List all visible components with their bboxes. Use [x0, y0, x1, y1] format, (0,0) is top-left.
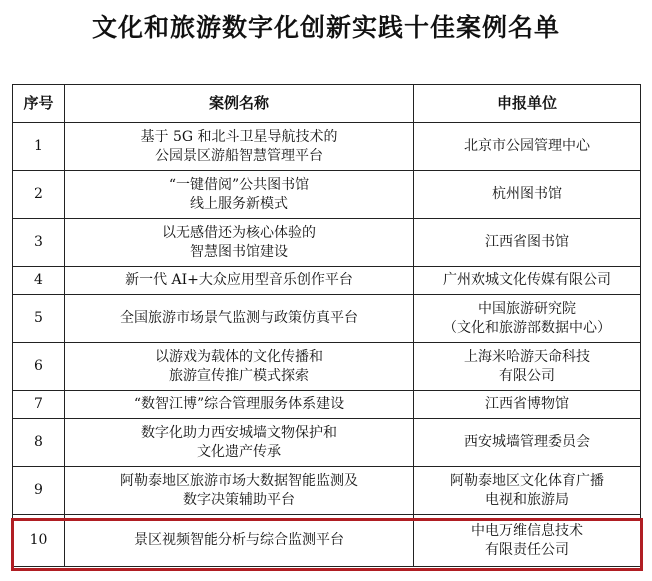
row-unit — [414, 391, 641, 419]
unit-line: 上海米哈游天命科技 — [464, 348, 590, 365]
unit-line: （文化和旅游部数据中心） — [443, 319, 611, 336]
unit-line: 江西省图书馆 — [485, 234, 569, 250]
case-name-line: 以无感借还为核心体验的 — [162, 224, 316, 241]
case-name-line: 数字决策辅助平台 — [183, 491, 295, 508]
row-unit — [414, 123, 641, 171]
unit-line: 江西省博物馆 — [485, 396, 569, 412]
row-no: 4 — [13, 267, 65, 295]
row-unit — [414, 515, 641, 567]
unit-line: 电视和旅游局 — [485, 491, 569, 508]
row-case-name — [65, 295, 414, 343]
header-unit: 申报单位 — [414, 85, 641, 123]
unit-line: 阿勒泰地区文化体育广播 — [450, 472, 604, 489]
unit-line: 中国旅游研究院 — [478, 300, 576, 317]
row-no: 10 — [13, 515, 65, 567]
row-no: 6 — [13, 343, 65, 391]
case-name-line: 新一代 AI+大众应用型音乐创作平台 — [125, 272, 353, 288]
row-case-name — [65, 219, 414, 267]
table-row — [13, 391, 641, 419]
case-name-line: 智慧图书馆建设 — [190, 243, 288, 260]
case-name-line: 以游戏为载体的文化传播和 — [155, 348, 323, 365]
table-row — [13, 419, 641, 467]
row-case-name — [65, 343, 414, 391]
row-unit — [414, 219, 641, 267]
row-unit — [414, 419, 641, 467]
case-name-line: “一键借阅”公共图书馆 — [168, 176, 310, 193]
row-case-name — [65, 267, 414, 295]
table-row — [13, 267, 641, 295]
case-name-line: 文化遗产传承 — [197, 443, 281, 460]
table-row — [13, 295, 641, 343]
row-no: 7 — [13, 391, 65, 419]
row-case-name — [65, 171, 414, 219]
row-case-name — [65, 515, 414, 567]
row-no: 5 — [13, 295, 65, 343]
case-name-line: 公园景区游船智慧管理平台 — [155, 147, 323, 164]
row-no: 3 — [13, 219, 65, 267]
unit-line: 杭州图书馆 — [492, 186, 562, 202]
row-unit — [414, 267, 641, 295]
row-unit — [414, 343, 641, 391]
header-case-name: 案例名称 — [65, 85, 414, 123]
table-row — [13, 171, 641, 219]
case-name-line: 阿勒泰地区旅游市场大数据智能监测及 — [120, 472, 358, 489]
unit-line: 中电万维信息技术 — [471, 522, 583, 539]
case-name-line: 旅游宣传推广模式探索 — [169, 367, 309, 384]
table-header-row — [13, 85, 641, 123]
row-case-name — [65, 467, 414, 515]
row-case-name — [65, 391, 414, 419]
row-case-name — [65, 419, 414, 467]
case-name-line: 全国旅游市场景气监测与政策仿真平台 — [120, 310, 358, 326]
table-row — [13, 343, 641, 391]
page-title: 文化和旅游数字化创新实践十佳案例名单 — [91, 13, 560, 42]
case-name-line: 景区视频智能分析与综合监测平台 — [134, 532, 344, 548]
case-name-line: 线上服务新模式 — [190, 195, 288, 212]
unit-line: 有限责任公司 — [485, 541, 569, 558]
header-no: 序号 — [13, 85, 65, 123]
unit-line: 西安城墙管理委员会 — [464, 434, 590, 450]
unit-line: 有限公司 — [499, 367, 555, 384]
row-unit — [414, 171, 641, 219]
row-case-name — [65, 123, 414, 171]
table-row — [13, 219, 641, 267]
table-row — [13, 467, 641, 515]
row-no: 1 — [13, 123, 65, 171]
unit-line: 北京市公园管理中心 — [464, 138, 590, 154]
row-unit — [414, 467, 641, 515]
row-no: 2 — [13, 171, 65, 219]
row-no: 9 — [13, 467, 65, 515]
unit-line: 广州欢城文化传媒有限公司 — [443, 272, 611, 288]
case-name-line: 数字化助力西安城墙文物保护和 — [141, 424, 337, 441]
table-row — [13, 123, 641, 171]
table-row-highlighted — [13, 515, 641, 567]
row-no: 8 — [13, 419, 65, 467]
row-unit — [414, 295, 641, 343]
case-list-table — [12, 84, 641, 567]
case-name-line: 基于 5G 和北斗卫星导航技术的 — [140, 128, 338, 145]
case-name-line: “数智江博”综合管理服务体系建设 — [133, 396, 345, 412]
